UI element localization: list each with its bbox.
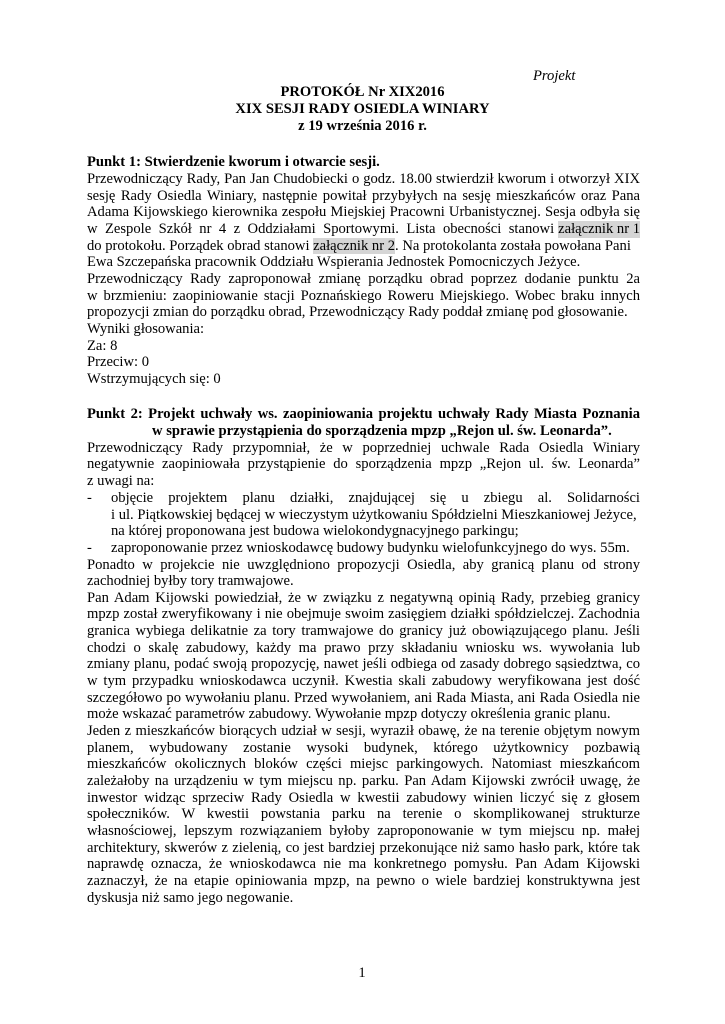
- paragraph-line: Przewodniczący Rady przypomniał, że w poprzedniej uchwale Rada Osiedla Winiary: [87, 440, 640, 456]
- paragraph-line: Adama Kijowskiego kierownika zespołu Miejskiej Pracowni Urbanistycznej. Sesja odbyła się: [87, 204, 640, 220]
- paragraph-line: granica wybiega delikatnie za tory tramwajowe do granicy już obowiązującego planu. Jeśli: [87, 623, 640, 639]
- document-subtitle: XIX SESJI RADY OSIEDLA WINIARY: [235, 101, 490, 117]
- paragraph-text: w Zespole Szkół nr 4 z Oddziałami Sportowymi. Lista obecności stanowi: [87, 221, 555, 237]
- paragraph-line: propozycji zmian do porządku obrad, Przewodniczący Rady poddał zmianę pod głosowanie.: [87, 304, 628, 320]
- bullet-item: objęcie projektem planu działki, znajdującej się u zbiegu al. Solidarności: [111, 490, 640, 506]
- document-title: PROTOKÓŁ Nr XIX2016: [280, 84, 445, 100]
- section-2-heading-cont: w sprawie przystąpienia do sporządzenia mpzp „Rejon ul. św. Leonarda”.: [152, 423, 612, 439]
- paragraph-line: [87, 238, 640, 255]
- paragraph-line: własnościowej, lepszym rozwiązaniem byłoby zaproponowanie w tym miejscu np. małej: [87, 823, 640, 839]
- paragraph-line: zaznaczył, że na etapie opiniowania mpzp, na pewno o wiele bardziej konstruktywna jest: [87, 873, 640, 889]
- paragraph-line: szczegółowo po wywołaniu planu. Przed wywołaniem, ani Rada Miasta, ani Rada Osiedla nie: [87, 690, 640, 706]
- vote-for: Za: 8: [87, 338, 118, 354]
- paragraph-line: negatywnie zaopiniowała przystąpienie do sporządzenia mpzp „Rejon ul. św. Leonarda”: [87, 456, 640, 472]
- paragraph-text: . Na protokolanta została powołana Pani: [395, 238, 631, 254]
- paragraph-line: chodzi o skalę zabudowy, każdy ma prawo przy składaniu wniosku ws. wywołania lub: [87, 640, 640, 656]
- vote-against: Przeciw: 0: [87, 354, 150, 370]
- bullet-dash: -: [87, 490, 92, 506]
- paragraph-line: naprawdę oznacza, że wnioskodawca nie ma konkretnego pomysłu. Pan Adam Kijowski: [87, 856, 640, 872]
- paragraph-line: mieszkańców okolicznych bloków części miejsc parkingowych. Natomiast mieszkańcom: [87, 756, 640, 772]
- paragraph-line: Pan Adam Kijowski powiedział, że w związku z negatywną opinią Rady, przebieg granicy: [87, 590, 640, 606]
- paragraph-line: może wskazać parametrów zabudowy. Wywołanie mpzp dotyczy określenia granic planu.: [87, 706, 611, 722]
- section-2-heading: Punkt 2: Projekt uchwały ws. zaopiniowania projektu uchwały Rady Miasta Poznania: [87, 406, 640, 422]
- paragraph-line: planem, wybudowany zostanie wysoki budynek, którego użytkownicy pozbawią: [87, 740, 640, 756]
- bullet-item: zaproponowanie przez wnioskodawcę budowy budynku wielofunkcyjnego do wys. 55m.: [111, 540, 630, 556]
- paragraph-line: [87, 221, 640, 238]
- paragraph-line: mpzp został zweryfikowany i nie obejmuje swoim zasięgiem działki spółdzielczej. Zachodnia: [87, 606, 640, 622]
- paragraph-line: dyskusja niż samo jego negowanie.: [87, 890, 294, 906]
- paragraph-line: Ewa Szczepańska pracownik Oddziału Wspierania Jednostek Pomocniczych Jeżyce.: [87, 254, 581, 270]
- bullet-dash: -: [87, 540, 92, 556]
- document-date: z 19 września 2016 r.: [298, 118, 427, 134]
- paragraph-line: Przewodniczący Rady zaproponował zmianę porządku obrad poprzez dodanie punktu 2a: [87, 271, 640, 287]
- paragraph-line: zachodniej byłby tory tramwajowe.: [87, 573, 294, 589]
- vote-abstain: Wstrzymujących się: 0: [87, 371, 221, 387]
- attachment-1-link[interactable]: załącznik nr 1: [558, 221, 640, 237]
- paragraph-line: w brzmieniu: zaopiniowanie stacji Poznańskiego Roweru Miejskiego. Wobec braku innych: [87, 288, 640, 304]
- paragraph-line: Ponadto w projekcie nie uwzględniono propozycji Osiedla, aby granicą planu od strony: [87, 557, 640, 573]
- section-1-heading: Punkt 1: Stwierdzenie kworum i otwarcie sesji.: [87, 154, 380, 170]
- paragraph-line: zależałoby na urządzeniu w tym miejscu np. parku. Pan Adam Kijowski zwrócił uwagę, że: [87, 773, 640, 789]
- paragraph-line: architektury, skwerów z zielenią, co jest bardziej przekonujące niż samo hasło park, które tak: [87, 840, 640, 856]
- page-number: 1: [358, 965, 366, 981]
- paragraph-line: w tym przypadku wnioskodawca uczynił. Kwestia skali zabudowy weryfikowana jest dość: [87, 673, 640, 689]
- bullet-item-cont: i ul. Piątkowskiej będącej w wieczystym użytkowaniu Spółdzielni Mieszkaniowej Jeżyce,: [111, 507, 637, 523]
- vote-results-label: Wyniki głosowania:: [87, 321, 205, 337]
- paragraph-text: do protokołu. Porządek obrad stanowi: [87, 238, 310, 254]
- paragraph-line: Przewodniczący Rady, Pan Jan Chudobiecki o godz. 18.00 stwierdził kworum i otworzył XIX: [87, 171, 640, 187]
- paragraph-line: z uwagi na:: [87, 473, 155, 489]
- paragraph-line: zmiany planu, podać swoją propozycję, nawet jeśli odbiega od zasady dobrego sąsiedztwa, co: [87, 656, 640, 672]
- draft-label: Projekt: [533, 68, 576, 84]
- paragraph-line: inwestor widząc sprzeciw Rady Osiedla w kwestii zabudowy winien liczyć się z głosem: [87, 790, 640, 806]
- bullet-item-cont: na której proponowana jest budowa wielokondygnacyjnego parkingu;: [111, 523, 519, 539]
- paragraph-line: Jeden z mieszkańców biorących udział w sesji, wyraził obawę, że na terenie objętym nowym: [87, 723, 640, 739]
- paragraph-line: społeczników. W kwestii powstania parku na terenie o skomplikowanej strukturze: [87, 806, 640, 822]
- paragraph-line: sesję Rady Osiedla Winiary, następnie powitał przybyłych na sesję mieszkańców oraz Pana: [87, 188, 640, 204]
- attachment-2-link[interactable]: załącznik nr 2: [313, 238, 396, 254]
